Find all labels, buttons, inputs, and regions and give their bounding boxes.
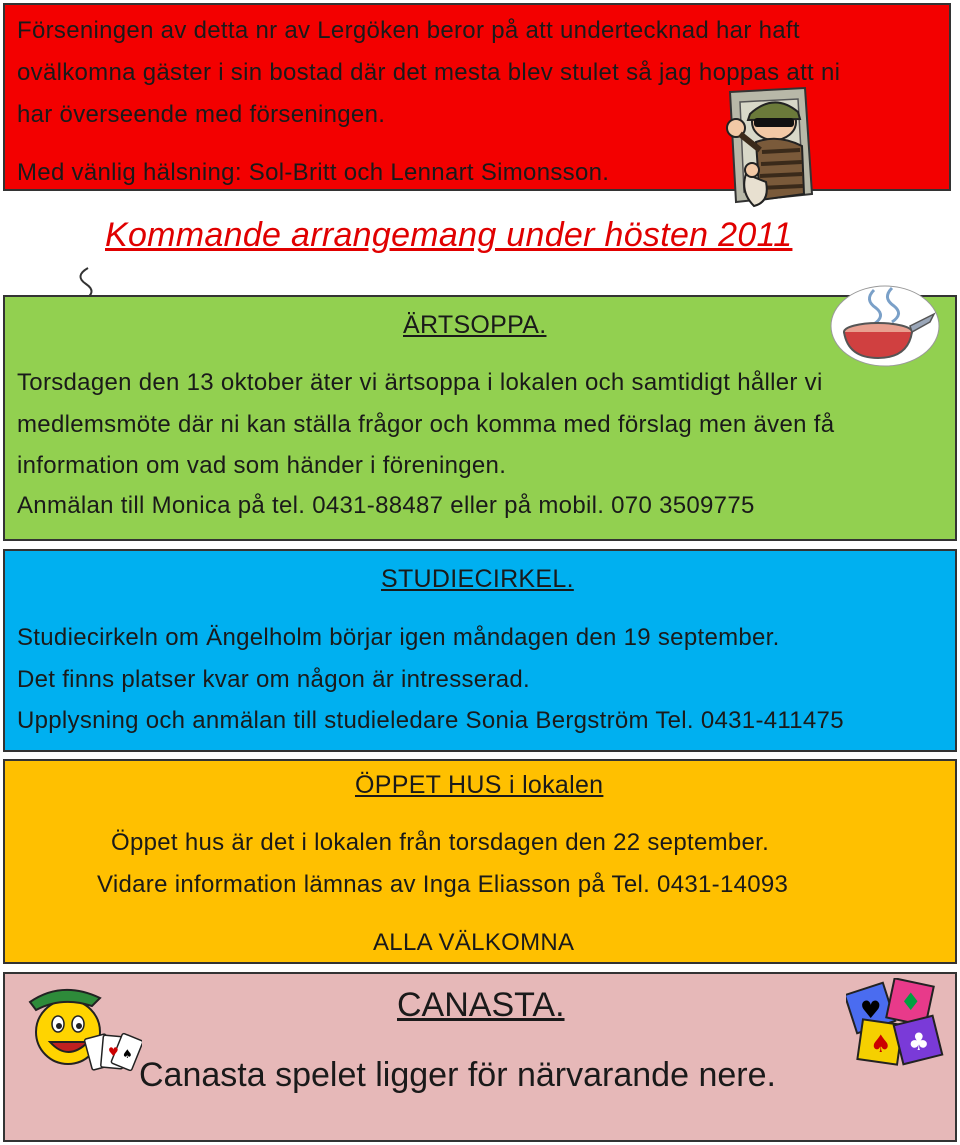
open-house-welcome: ALLA VÄLKOMNA xyxy=(373,929,575,956)
soup-line-1: Torsdagen den 13 oktober äter vi ärtsoppa i lokalen och samtidigt håller vi xyxy=(17,369,823,396)
steaming-bowl-icon xyxy=(830,282,940,368)
svg-text:♠: ♠ xyxy=(122,1047,133,1061)
burglar-clipart-icon xyxy=(710,82,825,217)
svg-text:♣: ♣ xyxy=(908,1028,930,1056)
page-heading: Kommande arrangemang under hösten 2011 xyxy=(105,216,793,254)
svg-text:♥: ♥ xyxy=(108,1045,119,1059)
notice-line-2: ovälkomna gäster i sin bostad där det mesta blev stulet så jag hoppas att ni xyxy=(17,59,841,86)
study-title: STUDIECIRKEL. xyxy=(381,565,574,593)
soup-title: ÄRTSOPPA. xyxy=(403,311,547,339)
svg-text:♠: ♠ xyxy=(870,1030,892,1058)
svg-text:♦: ♦ xyxy=(900,988,922,1016)
study-line-2: Det finns platser kvar om någon är intresserad. xyxy=(17,666,531,693)
canasta-section xyxy=(3,972,957,1142)
study-line-3: Upplysning och anmälan till studieledare Sonia Bergström Tel. 0431-411475 xyxy=(17,707,844,734)
canasta-title: CANASTA. xyxy=(397,986,565,1024)
notice-signature: Med vänlig hälsning: Sol-Britt och Lennart Simonsson. xyxy=(17,159,610,186)
study-line-1: Studiecirkeln om Ängelholm börjar igen måndagen den 19 september. xyxy=(17,624,780,651)
open-house-line-2: Vidare information lämnas av Inga Eliasson på Tel. 0431-14093 xyxy=(97,871,789,898)
soup-line-3: information om vad som händer i föreningen. xyxy=(17,452,507,479)
soup-line-2: medlemsmöte där ni kan ställa frågor och komma med förslag men även få xyxy=(17,411,835,438)
svg-text:♥: ♥ xyxy=(860,996,882,1024)
soup-section xyxy=(3,295,957,541)
notice-line-1: Förseningen av detta nr av Lergöken beror på att undertecknad har haft xyxy=(17,17,800,44)
open-house-section xyxy=(3,759,957,964)
study-circle-section xyxy=(3,549,957,752)
open-house-title: ÖPPET HUS i lokalen xyxy=(355,771,604,799)
soup-line-4: Anmälan till Monica på tel. 0431-88487 eller på mobil. 070 3509775 xyxy=(17,492,755,519)
smiley-cards-icon xyxy=(22,982,142,1082)
canasta-text: Canasta spelet ligger för närvarande nere. xyxy=(139,1056,776,1094)
notice-line-3: har överseende med förseningen. xyxy=(17,101,386,128)
card-suits-icon xyxy=(846,978,946,1070)
open-house-line-1: Öppet hus är det i lokalen från torsdagen den 22 september. xyxy=(111,829,770,856)
